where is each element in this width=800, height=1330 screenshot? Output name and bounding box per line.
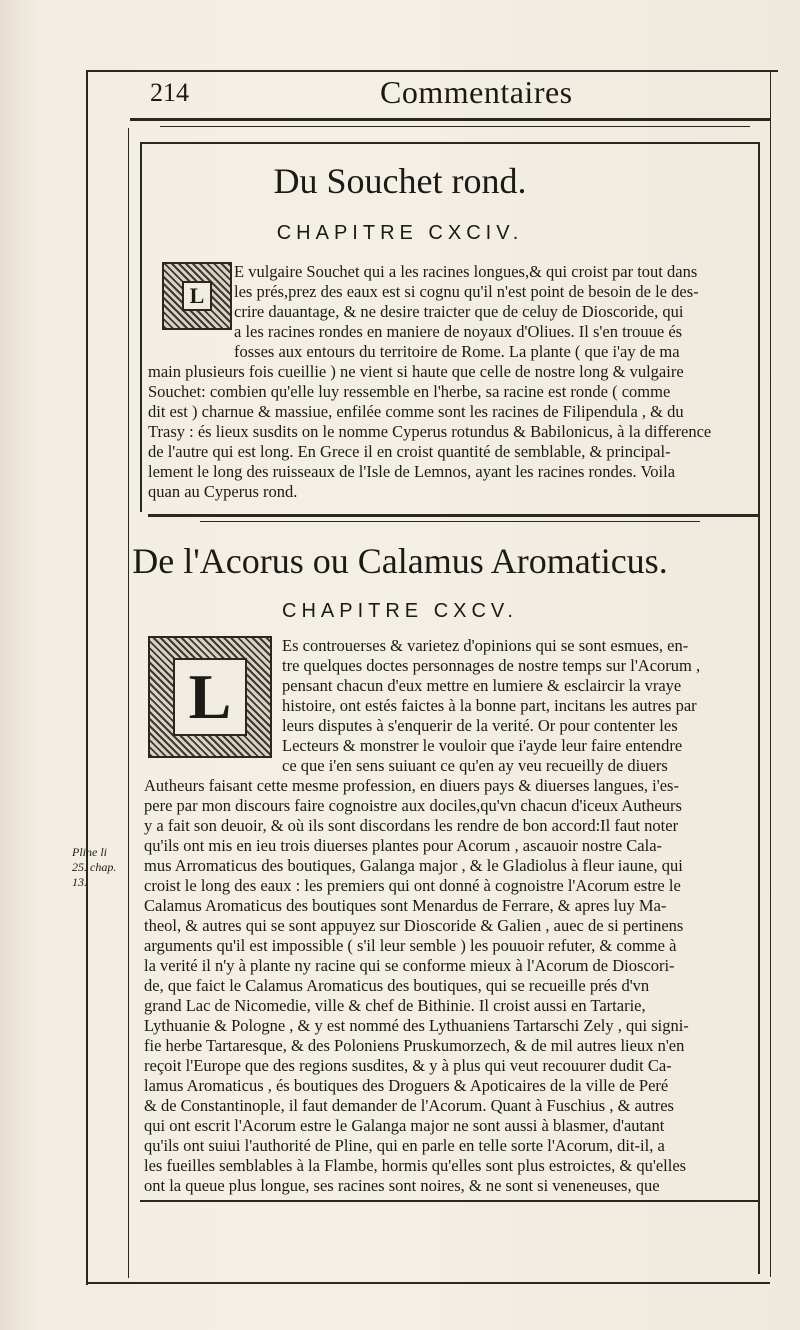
text-line: mus Arromaticus des boutiques, Galanga major , & le Gladiolus à fleur iaune, qui bbox=[144, 856, 683, 875]
text-line: croist le long des eaux : les premiers qui ont donné à cognoistre l'Acorum estre le bbox=[144, 876, 681, 895]
margin-note-line: 13. bbox=[72, 875, 87, 889]
text-line: qu'ils ont mis en ieu trois diuerses plantes pour Acorum , ascauoir nostre Cala- bbox=[144, 836, 663, 855]
text-line: E vulgaire Souchet qui a les racines longues,& qui croist par tout dans bbox=[234, 262, 698, 281]
header-rule-thin bbox=[160, 126, 750, 127]
text-line: Es controuerses & varietez d'opinions qui se sont esmues, en- bbox=[282, 636, 689, 655]
initial-letter: L bbox=[173, 658, 247, 736]
text-line: Souchet: combien qu'elle luy ressemble en l'herbe, sa racine est ronde ( comme bbox=[148, 382, 671, 401]
bottom-border-rule bbox=[88, 1282, 770, 1284]
text-line: Autheurs faisant cette mesme profession, en diuers pays & diuerses langues, i'es- bbox=[144, 776, 679, 795]
section-title: Du Souchet rond. bbox=[273, 161, 527, 201]
section-separator bbox=[148, 514, 758, 517]
header-rule bbox=[130, 118, 770, 121]
margin-note-line: 25. chap. bbox=[72, 860, 117, 874]
text-line: Lecteurs & monstrer le vouloir que i'ayde leur faire entendre bbox=[282, 736, 683, 755]
text-line: fie herbe Tartaresque, & des Poloniens Pruskumorzech, & de mil autres lieux n'en bbox=[144, 1036, 685, 1055]
running-title: Commentaires bbox=[380, 74, 573, 110]
text-line: Lythuanie & Pologne , & y est nommé des Lythuaniens Tartarschi Zely , qui signi- bbox=[144, 1016, 689, 1035]
text-line: qu'ils ont suiui l'authorité de Pline, qui en parle en telle sorte l'Acorum, dit-il, a bbox=[144, 1136, 665, 1155]
text-line: de, que faict le Calamus Aromaticus des boutiques, qui se recueille prés d'vn bbox=[144, 976, 650, 995]
text-line: arguments qu'il est impossible ( s'il leur semble ) les pouuoir refuter, & comme à bbox=[144, 936, 677, 955]
text-line: main plusieurs fois cueillie ) ne vient si haute que celle de nostre long & vulgaire bbox=[148, 362, 684, 381]
text-line: Calamus Aromaticus des boutiques sont Menardus de Ferrare, & apres luy Ma- bbox=[144, 896, 667, 915]
text-line: leurs disputes à s'enquerir de la verité. Or pour contenter les bbox=[282, 716, 678, 735]
decorated-initial bbox=[148, 636, 272, 758]
margin-note bbox=[72, 845, 132, 890]
chapter-heading: CHAPITRE CXCV. bbox=[282, 600, 518, 622]
text-line: les prés,prez des eaux est si cognu qu'il n'est point de besoin de le des- bbox=[234, 282, 699, 301]
inner-left-rule bbox=[128, 128, 129, 1278]
text-line: de l'autre qui est long. En Grece il en croist quantité de semblable, & principal- bbox=[148, 442, 671, 461]
section-box-top bbox=[140, 142, 760, 144]
initial-letter: L bbox=[182, 281, 212, 311]
text-line: fosses aux entours du territoire de Rome. La plante ( que i'ay de ma bbox=[234, 342, 680, 361]
text-line: lement le long des ruisseaux de l'Isle de Lemnos, ayant les racines rondes. Voila bbox=[148, 462, 676, 481]
text-line: tre quelques doctes personnages de nostre temps sur l'Acorum , bbox=[282, 656, 701, 675]
decorated-initial bbox=[162, 262, 232, 330]
text-line: reçoit l'Europe que des regions susdites, & y à plus qui veut recouurer dudit Ca- bbox=[144, 1056, 672, 1075]
section-title: De l'Acorus ou Calamus Aromaticus. bbox=[132, 541, 668, 581]
top-border-rule bbox=[88, 70, 778, 72]
text-line: la verité il n'y à plante ny racine qui se conforme mieux à l'Acorum de Dioscori- bbox=[144, 956, 675, 975]
text-line: lamus Aromaticus , és boutiques des Droguers & Apoticaires de la ville de Peré bbox=[144, 1076, 669, 1095]
text-line: grand Lac de Nicomedie, ville & chef de Bithinie. Il croist aussi en Tartarie, bbox=[144, 996, 646, 1015]
text-line: pere par mon discours faire cognoistre aux dociles,qu'vn chacun d'iceux Autheurs bbox=[144, 796, 682, 815]
text-line: qui ont escrit l'Acorum estre le Galanga major ne sont aussi à blasmer, d'autant bbox=[144, 1116, 665, 1135]
text-line: y a fait son deuoir, & où ils sont discordans les rendre de bon accord:Il faut noter bbox=[144, 816, 679, 835]
text-line: dit est ) charnue & massiue, enfilée comme sont les racines de Filipendula , & du bbox=[148, 402, 684, 421]
text-line: Trasy : és lieux susdits on le nomme Cyperus rotundus & Babilonicus, à la difference bbox=[148, 422, 712, 441]
section-separator-thin bbox=[200, 521, 700, 522]
text-line: ont la queue plus longue, ses racines sont noires, & ne sont si veneneuses, que bbox=[144, 1176, 660, 1195]
text-line: les fueilles semblables à la Flambe, hormis qu'elles sont plus estroictes, & qu'elles bbox=[144, 1156, 687, 1175]
text-line: & de Constantinople, il faut demander de l'Acorum. Quant à Fuschius , & autres bbox=[144, 1096, 674, 1115]
text-line: histoire, ont estés faictes à la bonne part, incitans les autres par bbox=[282, 696, 697, 715]
section-box-right bbox=[758, 142, 760, 1274]
text-line: theol, & autres qui se sont appuyez sur Dioscoride & Galien , auec de si pertinens bbox=[144, 916, 684, 935]
text-line: a les racines rondes en maniere de noyaux d'Oliues. Il s'en trouue és bbox=[234, 322, 683, 341]
chapter-heading: CHAPITRE CXCIV. bbox=[276, 222, 524, 244]
margin-note-line: Pline li bbox=[72, 845, 107, 859]
text-line: pensant chacun d'eux mettre en lumiere & esclaircir la vraye bbox=[282, 676, 682, 695]
left-border-rule bbox=[86, 70, 88, 1285]
text-line: ce que i'en sens suiuant ce qu'en ay veu recueilly de diuers bbox=[282, 756, 668, 775]
section-box-bottom bbox=[140, 1200, 760, 1202]
text-line: crire dauantage, & ne desire traicter que de celuy de Dioscoride, qui bbox=[234, 302, 684, 321]
page-number: 214 bbox=[150, 78, 189, 107]
right-border-rule bbox=[770, 72, 771, 1277]
text-line: quan au Cyperus rond. bbox=[148, 482, 298, 501]
